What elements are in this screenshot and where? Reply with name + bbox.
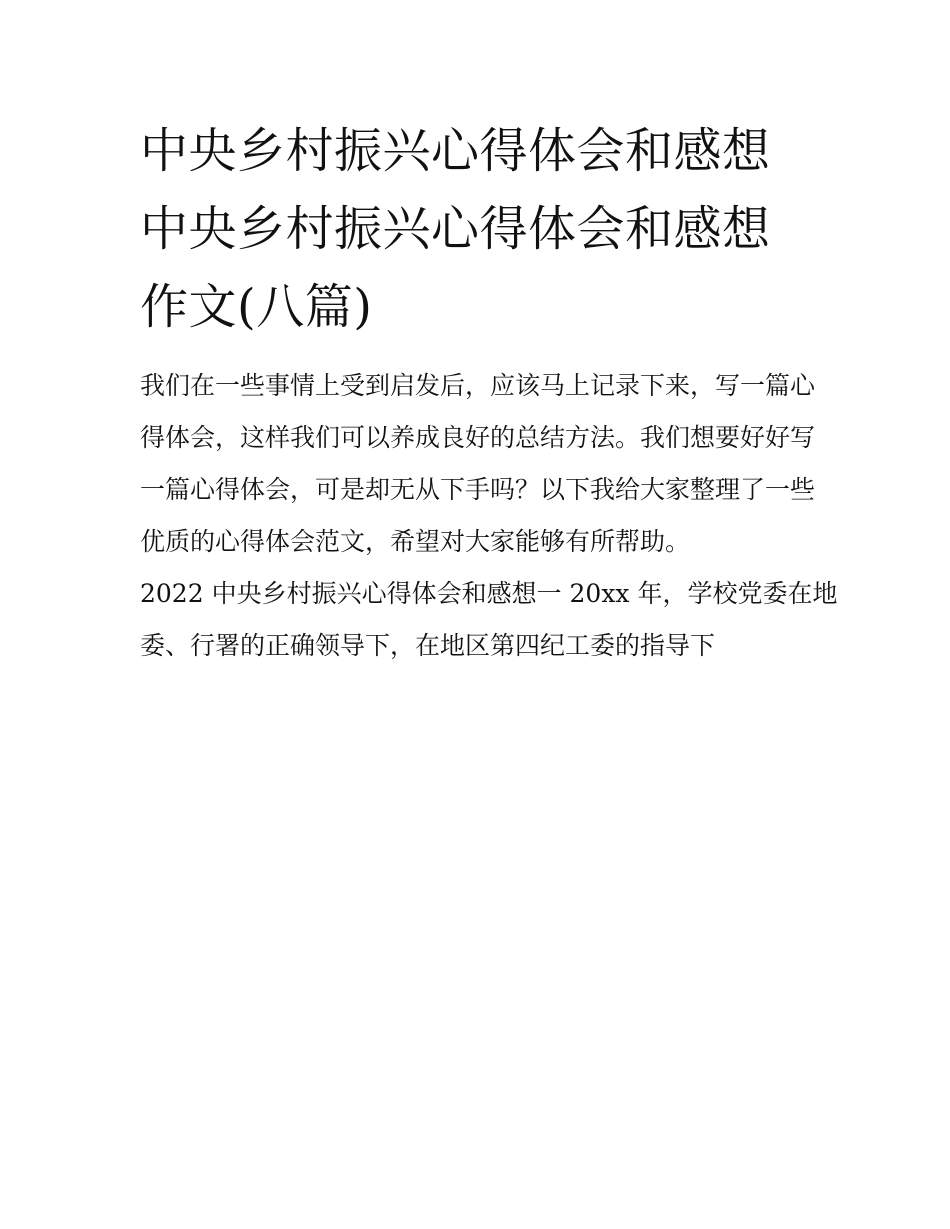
paragraph-line: 得体会，这样我们可以养成良好的总结方法。我们想要好好写 [140, 423, 816, 452]
intro-paragraph [140, 360, 820, 568]
paragraph-line: 我们在一些事情上受到启发后，应该马上记录下来，写一篇心 [140, 371, 816, 400]
title-line: 作文(八篇) [140, 279, 373, 335]
paragraph-line: 一篇心得体会，可是却无从下手吗？以下我给大家整理了一些 [140, 475, 816, 504]
paragraph-line: 2022 中央乡村振兴心得体会和感想一 20xx 年，学校党委在地 [140, 579, 838, 608]
title-line: 中央乡村振兴心得体会和感想 [140, 123, 771, 179]
paragraph-line: 优质的心得体会范文，希望对大家能够有所帮助。 [140, 527, 691, 556]
title-line: 中央乡村振兴心得体会和感想 [140, 201, 771, 257]
document-content [140, 112, 838, 672]
body-paragraph [140, 568, 838, 672]
document-title [140, 112, 820, 346]
paragraph-line: 委、行署的正确领导下，在地区第四纪工委的指导下 [140, 631, 716, 660]
